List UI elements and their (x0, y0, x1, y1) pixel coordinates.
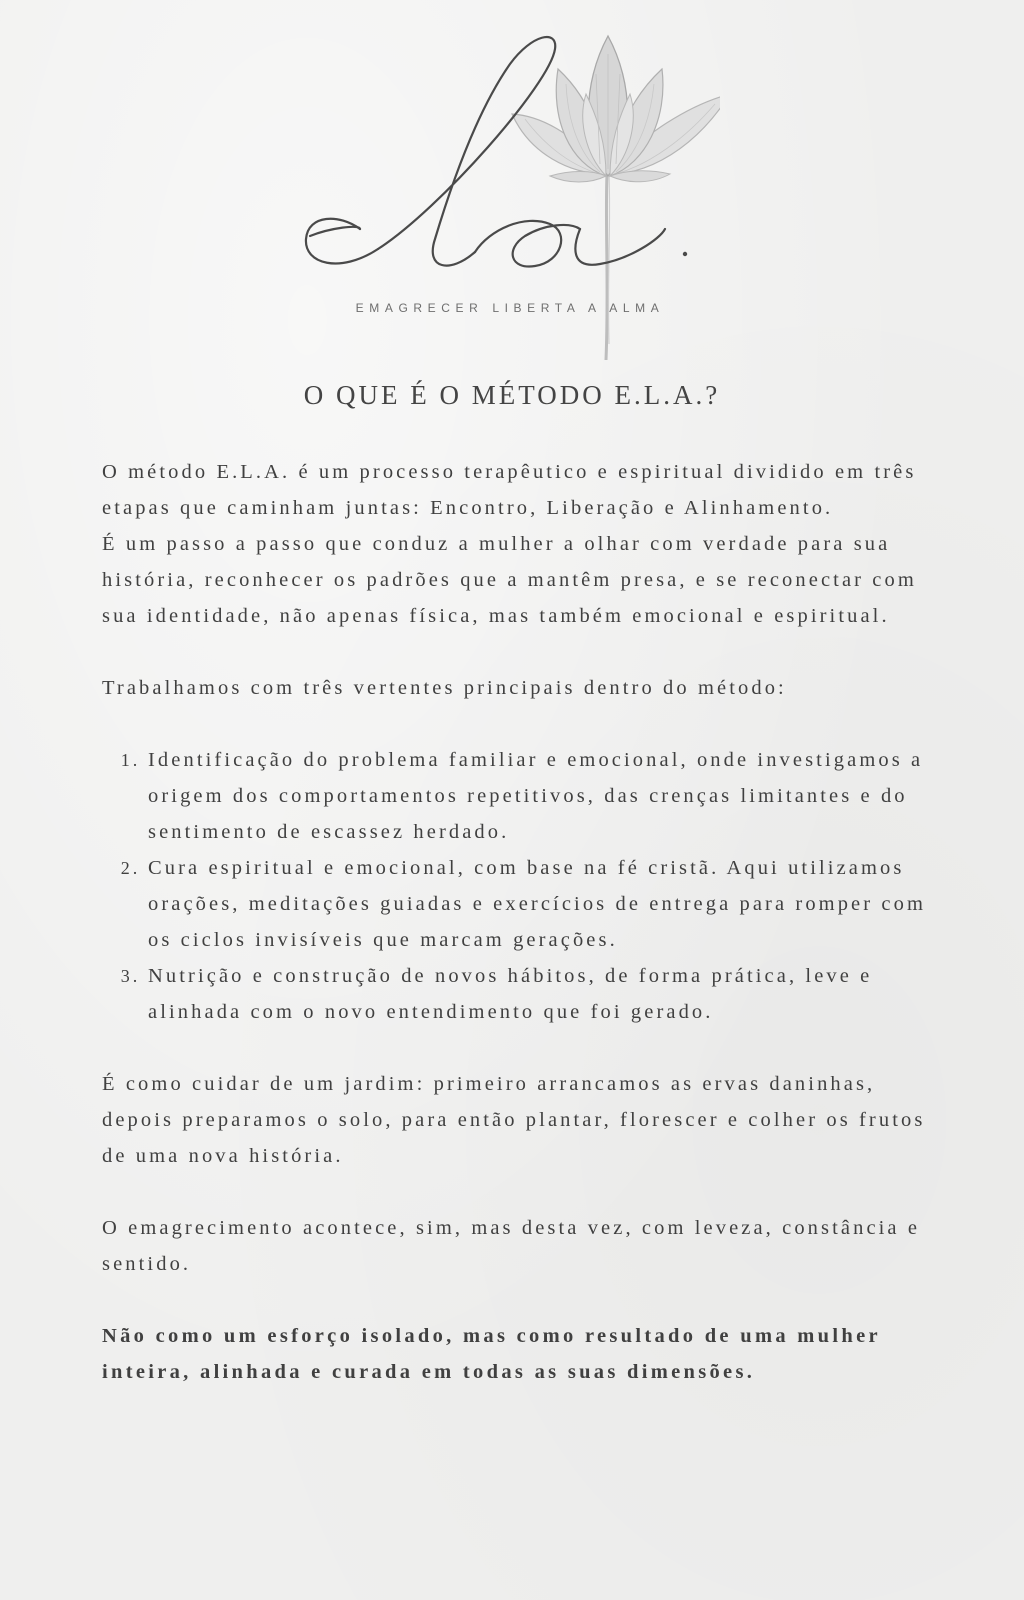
list-item: 3. Nutrição e construção de novos hábitos, de forma prática, leve e alinhada com o novo entendimento que foi gerado. (148, 958, 932, 1030)
method-description (102, 454, 932, 1390)
method-pillars-list (102, 742, 932, 1030)
list-item: 1. Identificação do problema familiar e emocional, onde investigamos a origem dos comportamentos repetitivos, das crenças limitantes e do sentimento de escassez herdado. (148, 742, 932, 850)
intro-paragraph-2: É um passo a passo que conduz a mulher a olhar com verdade para sua história, reconhecer os padrões que a mantêm presa, e se reconectar com sua identidade, não apenas física, mas também emocional e espiritual. (102, 533, 917, 627)
spacer (102, 634, 932, 670)
spacer (102, 1030, 932, 1066)
intro-paragraph-1: O método E.L.A. é um processo terapêutico e espiritual dividido em três etapas que caminham juntas: Encontro, Liberação e Alinhamento. (102, 461, 917, 519)
closing-paragraph: Não como um esforço isolado, mas como resultado de uma mulher inteira, alinhada e curada em todas as suas dimensões. (102, 1325, 881, 1383)
list-intro-paragraph: Trabalhamos com três vertentes principais dentro do método: (102, 677, 787, 699)
ela-logo (300, 24, 720, 370)
spacer (102, 1174, 932, 1210)
brand-tagline: EMAGRECER LIBERTA A ALMA (355, 301, 665, 315)
list-item: 2. Cura espiritual e emocional, com base na fé cristã. Aqui utilizamos orações, meditações guiadas e exercícios de entrega para romper com os ciclos invisíveis que marcam gerações. (148, 850, 932, 958)
result-paragraph: O emagrecimento acontece, sim, mas desta vez, com leveza, constância e sentido. (102, 1217, 921, 1275)
spacer (102, 706, 932, 742)
garden-paragraph: É como cuidar de um jardim: primeiro arrancamos as ervas daninhas, depois preparamos o solo, para então plantar, florescer e colher os frutos de uma nova história. (102, 1073, 926, 1167)
page-title: O QUE É O MÉTODO E.L.A.? (303, 380, 721, 410)
spacer (102, 1282, 932, 1318)
lotus-icon (300, 24, 720, 370)
